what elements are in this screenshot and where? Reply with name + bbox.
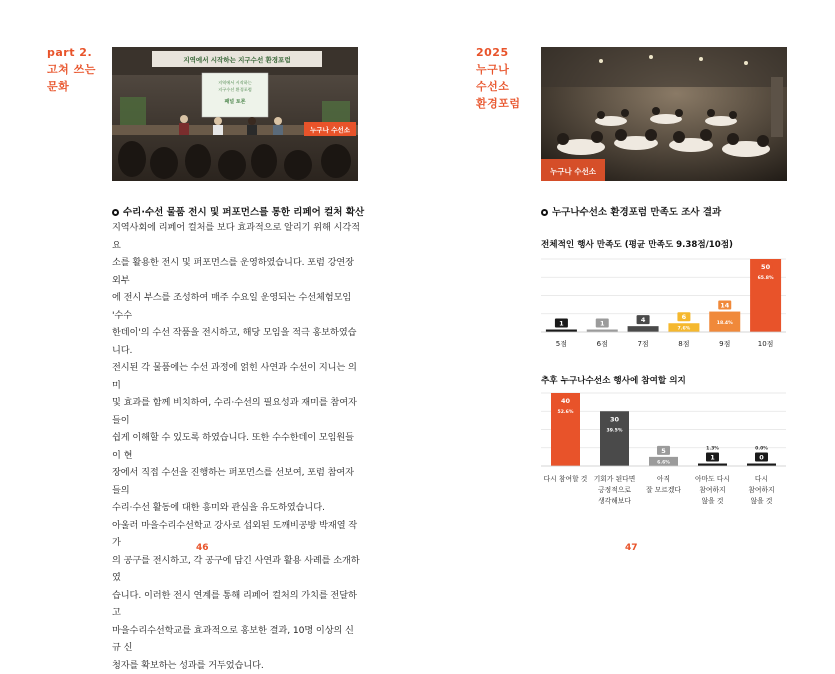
category-label: 않을 것 (702, 496, 724, 505)
value-label: 30 (610, 415, 620, 423)
percent-label: 39.5% (607, 427, 623, 433)
hall-photo-illustration (541, 47, 787, 181)
photo-screen-line: 패널 토론 (224, 98, 245, 105)
value-label: 5 (661, 447, 666, 455)
category-label: 아마도 다시 (695, 474, 730, 483)
left-section-title (112, 204, 364, 218)
value-label: 50 (761, 263, 771, 271)
left-side-label (47, 44, 107, 95)
category-label: 다시 (755, 474, 768, 483)
panel-photo-illustration (112, 47, 358, 181)
category-label: 잘 모르겠다 (646, 485, 681, 494)
body-line: 에 전시 부스를 조성하여 매주 수요일 운영되는 수선체험모임 '수수 (112, 289, 362, 324)
side-label-line: part 2. (47, 44, 107, 61)
category-label: 10점 (758, 339, 774, 348)
body-line: 습니다. 이러한 전시 연계를 통해 리페어 컬처의 가치를 전달하고 (112, 587, 362, 622)
category-label: 8점 (678, 339, 689, 348)
body-line: 한데이'의 수선 작품을 전시하고, 해당 모임을 적극 홍보하였습니다. (112, 324, 362, 359)
category-label: 생각해보다 (598, 496, 631, 505)
body-line: 및 효과를 함께 비치하여, 수리·수선의 필요성과 재미를 참여자들이 (112, 394, 362, 429)
photo-screen-line: 지역에서 시작하는 (218, 79, 252, 86)
side-label-line: 고쳐 쓰는 (47, 61, 107, 78)
left-section-title-text: 수리·수선 물품 전시 및 퍼포먼스를 통한 리페어 컬처 확산 (123, 207, 364, 218)
percent-label: 52.6% (558, 409, 574, 415)
body-line: 의 공구를 전시하고, 각 공구에 담긴 사연과 활용 사례를 소개하였 (112, 552, 362, 587)
forum-panel-photo (112, 47, 358, 181)
percent-label: 6.6% (657, 459, 670, 465)
body-line: 청자를 확보하는 성과를 거두었습니다. (112, 657, 362, 674)
category-label: 아직 (657, 474, 670, 483)
participation-chart-title: 추후 누구나수선소 행사에 참여할 의지 (541, 374, 686, 386)
percent-label: 7.6% (678, 326, 691, 332)
body-line: 수리·수선 활동에 대한 흥미와 관심을 유도하였습니다. (112, 499, 362, 517)
side-label-line: 누구나 (476, 61, 536, 78)
forum-hall-photo (541, 47, 787, 181)
category-label: 참여하지 (699, 485, 725, 494)
satisfaction-bar-chart (536, 246, 796, 354)
value-label: 6 (682, 313, 687, 321)
photo-badge-text: 누구나 수선소 (550, 166, 597, 176)
satisfaction-chart-title: 전체적인 행사 만족도 (평균 만족도 9.38점/10점) (541, 238, 733, 250)
category-label: 기회가 된다면 (594, 474, 636, 483)
left-body-text (112, 219, 362, 674)
right-section-title (541, 204, 721, 218)
body-line: 아울러 마을수리수선학교 강사로 섭외된 도깨비공방 박재열 작가 (112, 517, 362, 552)
body-line: 전시된 각 물품에는 수선 과정에 얽힌 사연과 수선이 지니는 의미 (112, 359, 362, 394)
category-label: 않을 것 (751, 496, 773, 505)
category-label: 9점 (719, 339, 730, 348)
left-page-number: 46 (196, 543, 209, 553)
side-label-line: 2025 (476, 44, 536, 61)
body-line: 쉽게 이해할 수 있도록 하였습니다. 또한 수수한데이 모임원들이 현 (112, 429, 362, 464)
percent-label: 0.0% (755, 446, 768, 452)
right-section-title-text: 누구나수선소 환경포럼 만족도 조사 결과 (552, 207, 721, 218)
body-line: 지역사회에 리페어 컬처를 보다 효과적으로 알리기 위해 시각적 요 (112, 219, 362, 254)
bullet-ring-icon (112, 209, 119, 216)
value-label: 4 (641, 316, 646, 324)
participation-bar-chart (536, 383, 796, 513)
category-label: 7점 (637, 339, 648, 348)
side-label-line: 수선소 (476, 78, 536, 95)
side-label-line: 문화 (47, 78, 107, 95)
category-label: 다시 참여할 것 (544, 474, 588, 483)
percent-label: 18.4% (717, 320, 733, 326)
value-label: 14 (720, 302, 730, 310)
photo-badge-text: 누구나 수선소 (310, 125, 351, 134)
value-label: 40 (561, 397, 571, 405)
body-line: 마을수리수선학교를 효과적으로 홍보한 결과, 10명 이상의 신규 신 (112, 622, 362, 657)
category-label: 긍정적으로 (598, 485, 631, 494)
photo-screen-line: 지구수선 환경포럼 (218, 86, 252, 93)
value-label: 0 (759, 454, 764, 462)
side-label-line: 환경포럼 (476, 95, 536, 112)
category-label: 5점 (556, 339, 567, 348)
value-label: 1 (600, 320, 605, 328)
percent-label: 1.3% (706, 446, 719, 452)
value-label: 1 (559, 320, 564, 328)
body-line: 소를 활용한 전시 및 퍼포먼스를 운영하였습니다. 포럼 강연장 외부 (112, 254, 362, 289)
body-line: 장에서 직접 수선을 진행하는 퍼포먼스를 선보여, 포럼 참여자들의 (112, 464, 362, 499)
value-label: 1 (710, 454, 715, 462)
right-side-label (476, 44, 536, 112)
category-label: 참여하지 (748, 485, 774, 494)
category-label: 6점 (597, 339, 608, 348)
photo-banner-text: 지역에서 시작하는 지구수선 환경포럼 (183, 55, 290, 64)
right-page-number: 47 (625, 543, 638, 553)
bullet-ring-icon (541, 209, 548, 216)
bar (628, 326, 659, 332)
percent-label: 65.8% (758, 275, 774, 281)
